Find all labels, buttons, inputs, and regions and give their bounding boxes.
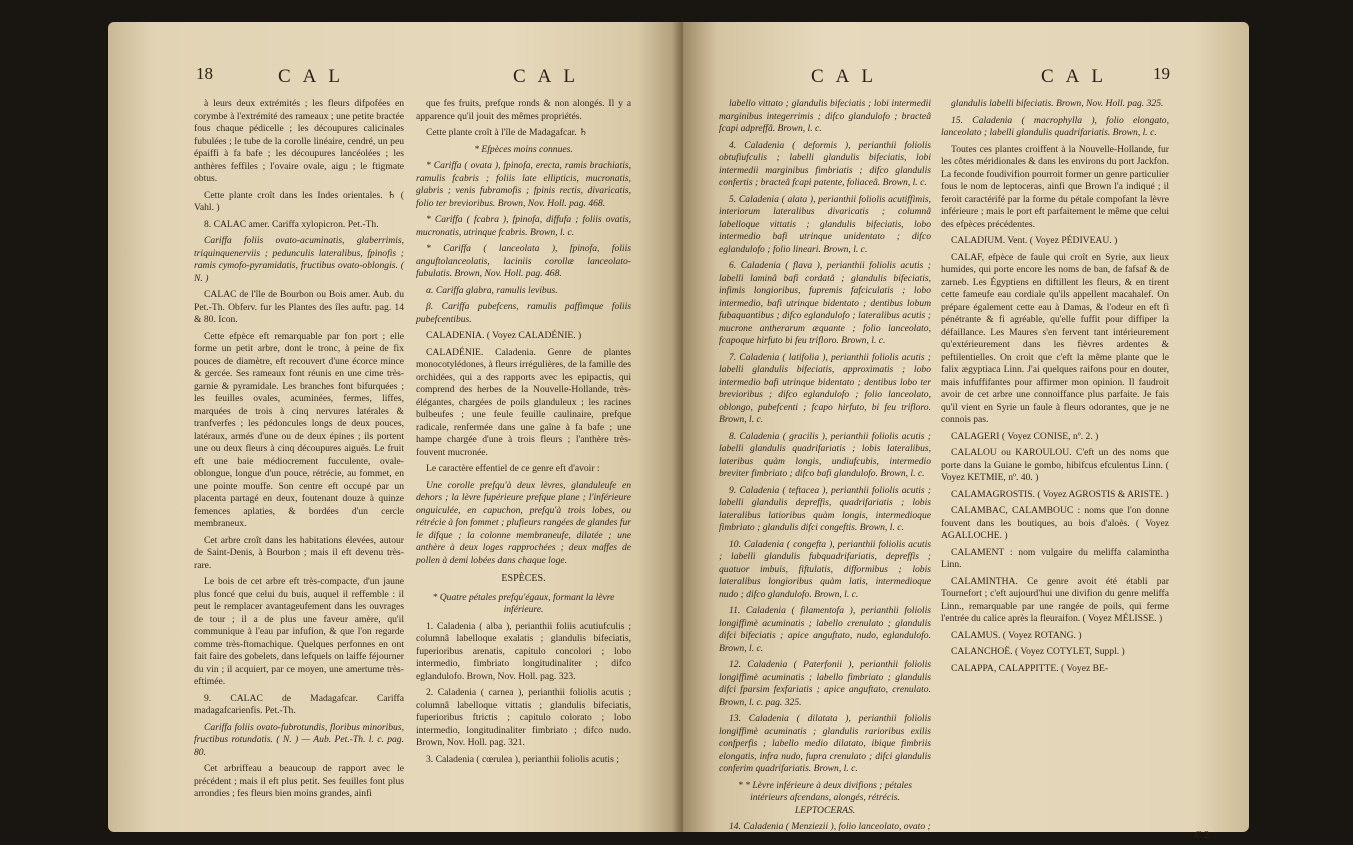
- right-page: [683, 22, 1249, 841]
- entry-heading: CALADENIA. ( Voyez CALADÉNIE. ): [426, 330, 582, 341]
- paragraph: Une corolle prefqu'à deux lèvres, glanduleufe en dehors ; la lèvre fupérieure prefque plane ; l'inférieure onguiculée, en capuchon, prefqu'à trois lobes, ou rétrécie à fon fommet ; plufieurs rangées de glandes fur le difque ; la colonne membraneufe, dilatée ; une anthère à deux loges rapprochées ; deux maffes de pollen à demi lobées dans chaque loge.: [416, 479, 631, 566]
- paragraph: Cet arbriffeau a beaucoup de rapport avec le précédent ; mais il eft plus petit. Ses feuilles font plus arrondies ; fes fleurs bien moins grandes, ainfi: [194, 763, 404, 799]
- paragraph: CALAF, efpèce de faule qui croît en Syrie, aux lieux humides, qui porte encore les noms de ban, de fafsaf & de zarneb. Les Égyptiens en diftillent les fleurs, & en tirent cette fameufe eau cordiale qu'ils appellent macahalef. On prépare également cette eau à Damas, & l'odeur en eft fi pénétrante & fi agréable, qu'elle fuffit pour diffiper la défaillance. Les Maures s'en fervent tant intérieurement qu'extérieurement dans les fièvres ardentes & peftilentielles. On croit que c'eft la même plante que le falix ægyptiaca Linn. J'ai quelques raifons pour en douter, mais infuffifantes pour affirmer mon opinion. Il faudroit avoir de cet arbre une connoiffance plus parfaite. Je fais qu'il vient en Syrie un faule à fleurs odorantes, que je ne connois pas.: [941, 251, 1169, 425]
- paragraph: 6. Caladenia ( flava ), perianthii foliolis acutis ; labelli laminâ bafi cordatâ ; glandulis bifeciatis, infimis longioribus, fupremis fafciculatis ; lobo intermedio, bafi utrinque bidentato ; dentibus lobum fubaquantibus ; difco eglandulofo ; lateralibus acutis ; mucrone antherarum æquante ; folio lanceolato, fcapoque hirfuto bi feu trifloro. Brown, l. c.: [719, 260, 931, 346]
- running-head-right-a: CAL: [811, 66, 885, 87]
- paragraph: Cariffa foliis ovato-acuminatis, glaberrimis, triquinquenerviis ; pedunculis lateralibus, fpinofis ; ramis cymofo-pyramidatis, fructibus ovato-oblongis. ( N. ): [194, 235, 404, 284]
- paragraph: Cette plante croît à l'île de Madagafcar. ♄: [426, 127, 588, 138]
- paragraph: Cet arbre croît dans les habitations élevées, autour de Saint-Denis, à Bourbon ; mais il eft devenu très-rare.: [194, 534, 404, 571]
- paragraph: Cette efpèce eft remarquable par fon port ; elle forme un petit arbre, dont le tronc, à peine de fix pouces de diamètre, eft recouvert d'une écorce mince & gercée. Ses rameaux font réunis en une cime très-garnie & pyramidale. Les branches font bifurquées ; les feuilles ovales, acuminées, fermes, liffes, marquées de trois à cinq nervures latérales & tranfverfes ; les pédoncules longs de deux pouces, latéraux, armés d'une ou de deux épines ; ils portent une ou deux fleurs à cinq découpures aiguës. Le fruit eft une baie médiocrement fucculente, ovale-oblongue, longue d'un pouce, rétrécie, au fommet, en une pointe mouffe. Son centre eft occupé par un placenta partagé en deux, foutenant douze à quinze femences aplaties, & bordées d'un cercle membraneux.: [194, 330, 404, 529]
- page-number-right: 19: [1153, 64, 1170, 83]
- paragraph: Toutes ces plantes croiffent à la Nouvelle-Hollande, fur les côtes méridionales & dans les environs du port Jackfon. La feconde foudivifion pourroit former un genre particulier fous le nom de leptoceras, ainfi que Brown l'a indiqué ; il feroit caractérifé par la forme du pétale compofant la lèvre inférieure ; mais le port eft parfaitement le même que celui des efpèces précédentes.: [941, 143, 1169, 230]
- paragraph: 4. Caladenia ( deformis ), perianthii foliolis obtufiufculis ; labelli glandulis bifeciatis, lobi intermedii marginibus fimbriatis ; difco glandulis confertis ; bracteâ fcapi patente, foliaceâ. Brown, l. c.: [719, 139, 931, 188]
- right-column-1: [719, 98, 931, 832]
- paragraph: 9. Caladenia ( teftacea ), perianthii foliolis acutis ; labelli glandulis depreffis, quadrifariatis ; lobis lateralibus latioribus quàm longis, intermedioque fimbriato ; glandulis difci congeftis. Brown, l. c.: [719, 484, 931, 533]
- page-number-left: 18: [196, 64, 213, 83]
- paragraph: Cette plante croît dans les Indes orientales. ♄ ( Vahl. ): [194, 189, 404, 213]
- paragraph: Cariffa foliis ovato-fubrotundis, floribus minoribus, fructibus rotundatis. ( N. ) — Aub. Pet.-Th. l. c. pag. 80.: [194, 721, 404, 758]
- paragraph: * Cariffa ( fcabra ), fpinofa, diffufa ; foliis ovatis, mucronatis, utrinque fcabris. Brown, l. c.: [416, 214, 631, 238]
- paragraph: β. Cariffa pubefcens, ramulis paffimque foliis pubefcentibus.: [416, 301, 631, 325]
- paragraph: α. Cariffa glabra, ramulis levibus.: [426, 284, 558, 296]
- paragraph: Le bois de cet arbre eft très-compacte, d'un jaune plus foncé que celui du buis, auquel il reffemble : il peut le remplacer avantageufement dans les ouvrages de tour ; il a de plus une faveur amère, qu'il communique à l'eau par infufion, & que l'on regarde comme très-ftomachique. Quelques perfonnes en ont fait faire des gobelets, dans lefquels on laiffe féjourner du vin ; il acquiert, par ce moyen, une amertume très-eftimée.: [194, 576, 404, 687]
- running-head-right-b: CAL: [1041, 66, 1115, 87]
- entry-heading: CALAGERI ( Voyez CONISE, nº. 2. ): [951, 430, 1099, 442]
- paragraph: à leurs deux extrémités ; les fleurs difpofées en corymbe à l'extrémité des rameaux ; une petite bractée fous chaque pédicelle ; les découpures calicinales fubulées ; le tube de la corolle linéaire, cendré, un peu épaiffi à fa bafe ; les découpures lancéolées ; les anthères feffiles ; l'ovaire ovale, aigu ; le ftigmate obtus.: [194, 98, 404, 184]
- entry-heading: 8. CALAC amer. Cariffa xylopicron. Pet.-Th.: [204, 218, 379, 230]
- paragraph: 15. Caladenia ( macrophylla ), folio elongato, lanceolato ; labelli glandulis quadrifariatis. Brown, l. c.: [941, 114, 1169, 138]
- section-heading: * Efpèces moins connues.: [474, 143, 573, 155]
- left-column-2: [416, 98, 631, 818]
- paragraph: 1. Caladenia ( alba ), perianthii foliis acutiufculis ; columnâ labelloque exalatis ; glandulis bifeciatis, fuperioribus arenatis, capitulo concolori ; lobo intermedio, fimbriato longitudinaliter ; difco eglandulofo. Brown, Nov. Holl. pag. 323.: [416, 620, 631, 682]
- paragraph: * Cariffa ( ovata ), fpinofa, erecta, ramis brachiatis, ramulis fcabris ; foliis late ellipticis, mucronatis, glabris ; venis fubramofis ; fpinis rectis, divaricatis, folio ter brevioribus. Brown, Nov. Holl. pag. 468.: [416, 160, 631, 209]
- entry-heading: CALADIUM. Vent. ( Voyez PÉDIVEAU. ): [951, 235, 1118, 246]
- entry-heading: CALAMUS. ( Voyez ROTANG. ): [951, 629, 1082, 641]
- subsection-heading: * * Lèvre inférieure à deux divifions ; pétales intérieurs afcendans, alongés, rétrécis. LEPTOCERAS.: [737, 779, 913, 816]
- entry-heading: CALAMAGROSTIS. ( Voyez AGROSTIS & ARISTE. ): [951, 488, 1169, 500]
- paragraph: 7. Caladenia ( latifolia ), perianthii foliolis acutis ; labelli glandulis bifeciatis, approximatis ; lobo intermedio bafi utrinque bidentato ; dentibus lobo ter brevioribus ; difco eglandulofo ; folio lanceolato, oblongo, pubefcenti ; fcapo hirfuto, bi feu trifloro. Brown, l. c.: [719, 351, 931, 425]
- subsection-heading: * Quatre pétales prefqu'égaux, formant la lèvre inférieure.: [432, 591, 615, 615]
- paragraph: 13. Caladenia ( dilatata ), perianthii foliolis longiffimè acuminatis ; glandulis rarioribus exilis confperfis ; labello medio dilatato, ibique fimbriis elongatis, infra nudo, fupra crenulato ; difci glandulis conferim quadrifariatis. Brown, l. c.: [719, 713, 931, 774]
- left-column-1: [194, 98, 404, 818]
- entry-heading: CALANCHOË. ( Voyez COTYLET, Suppl. ): [951, 646, 1125, 657]
- paragraph: CALAC de l'île de Bourbon ou Bois amer. Aub. du Pet.-Th. Obferv. fur les Plantes des îles auftr. pag. 14 & 80. Icon.: [194, 289, 404, 325]
- paragraph: 2. Caladenia ( carnea ), perianthii foliolis acutis ; columnâ labelloque vittatis ; glandulis bifeciatis, fuperioribus ftrictis ; capitulo colorato ; lobo intermedio, longitudinaliter fimbriato ; difco nudo. Brown, Nov. Holl. pag. 321.: [416, 687, 631, 748]
- paragraph: CALALOU ou KAROULOU. C'eft un des noms que porte dans la Guiane le gombo, hibifcus efculentus Linn. ( Voyez KETMIE, nº. 40. ): [941, 447, 1169, 483]
- paragraph: CALAMBAC, CALAMBOUC : noms que l'on donne fouvent dans les boutiques, au bois d'aloès. ( Voyez AGALLOCHE. ): [941, 505, 1169, 541]
- paragraph: 11. Caladenia ( filamentofa ), perianthii foliolis longiffimè acuminatis ; labello crenulato ; glandulis difci bifeciatis ; apice anguftato, nudo, eglandulofo. Brown, l. c.: [719, 605, 931, 654]
- paragraph: 3. Caladenia ( cœrulea ), perianthii foliolis acutis ;: [426, 753, 619, 765]
- paragraph: 14. Caladenia ( Menziezii ), folio lanceolato, ovato ;: [729, 821, 931, 832]
- paragraph: 5. Caladenia ( alata ), perianthii foliolis acutiffimis, interiorum lateralibus divaricatis ; columnâ labelloque vittatis ; glandulis bifeciatis, lobo intermedio bafi utrinque unidentato ; difco eglandulofo ; folio lineari. Brown, l. c.: [719, 193, 931, 255]
- left-page: [108, 22, 683, 832]
- entry-heading: 9. CALAC de Madagafcar. Cariffa madagafcarienfis. Pet.-Th.: [194, 692, 404, 716]
- right-column-2: [941, 98, 1169, 828]
- paragraph: * Cariffa ( lanceolata ), fpinofa, foliis anguftolanceolatis, laciniis corollæ lanceolato-fubulatis. Brown, Nov. Holl. pag. 468.: [416, 243, 631, 279]
- paragraph: que fes fruits, prefque ronds & non alongés. Il y a apparence qu'il jouit des mêmes propriétés.: [416, 98, 631, 122]
- paragraph: Le caractère effentiel de ce genre eft d'avoir :: [426, 463, 600, 474]
- running-head-left-b: CAL: [513, 66, 587, 87]
- paragraph: 10. Caladenia ( congefta ), perianthii foliolis acutis ; labelli glandulis fubquadrifariatis, depreffis ; quatuor imbuis, fiftulatis, difformibus ; lobis lateralibus longioribus quàm latis, intermedioque nudo ; difco glandulofo. Brown, l. c.: [719, 538, 931, 600]
- running-head-left-a: CAL: [278, 66, 352, 87]
- paragraph: CALAMINTHA. Ce genre avoit été établi par Tournefort ; c'eft aujourd'hui une divifion du genre meliffa Linn., remarquable par une rangée de poils, qui ferme l'entrée du calice après la fleuraifon. ( Voyez MÉLISSE. ): [941, 575, 1169, 624]
- paragraph: labello vittato ; glandulis bifeciatis ; lobi intermedii marginibus integerrimis ; difco glandulofo ; bracteâ fcapi adpreffâ. Brown, l. c.: [719, 98, 931, 134]
- paragraph: CALAMENT : nom vulgaire du meliffa calamintha Linn.: [941, 546, 1169, 570]
- paragraph: CALADÉNIE. Caladenia. Genre de plantes monocotylédones, à fleurs irrégulières, de la famille des orchidées, qui a des rapports avec les epipactis, qui comprend des herbes de la Nouvelle-Hollande, très-élégantes, chargées de poils glanduleux ; les racines bulbeufes ; une feule feuille caulinaire, prefque radicale, renfermée dans une gaîne à fa bafe ; une hampe chargée d'une à trois fleurs ; l'anthère très-fouvent mucronée.: [416, 346, 631, 458]
- paragraph: 8. Caladenia ( gracilis ), perianthii foliolis acutis ; labelli glandulis quadrifariatis ; lobis lateralibus, lateribus quàm longis, undiufcubis, intermedio breviter fimbriato ; difco bafi glandulofo. Brown, l. c.: [719, 430, 931, 479]
- paragraph: 12. Caladenia ( Paterfonii ), perianthii foliolis longiffimè acuminatis ; labello fimbriato ; glandulis difci fparsim fexfariatis ; apice anguftato, crenulato. Brown, l. c. pag. 325.: [719, 659, 931, 708]
- paragraph: glandulis labelli bifeciatis. Brown, Nov. Holl. pag. 325.: [951, 98, 1164, 109]
- entry-heading: CALAPPA, CALAPPITTE. ( Voyez BE-: [951, 662, 1109, 674]
- section-heading: ESPÈCES.: [501, 573, 546, 584]
- signature-mark: C 2: [1195, 830, 1210, 841]
